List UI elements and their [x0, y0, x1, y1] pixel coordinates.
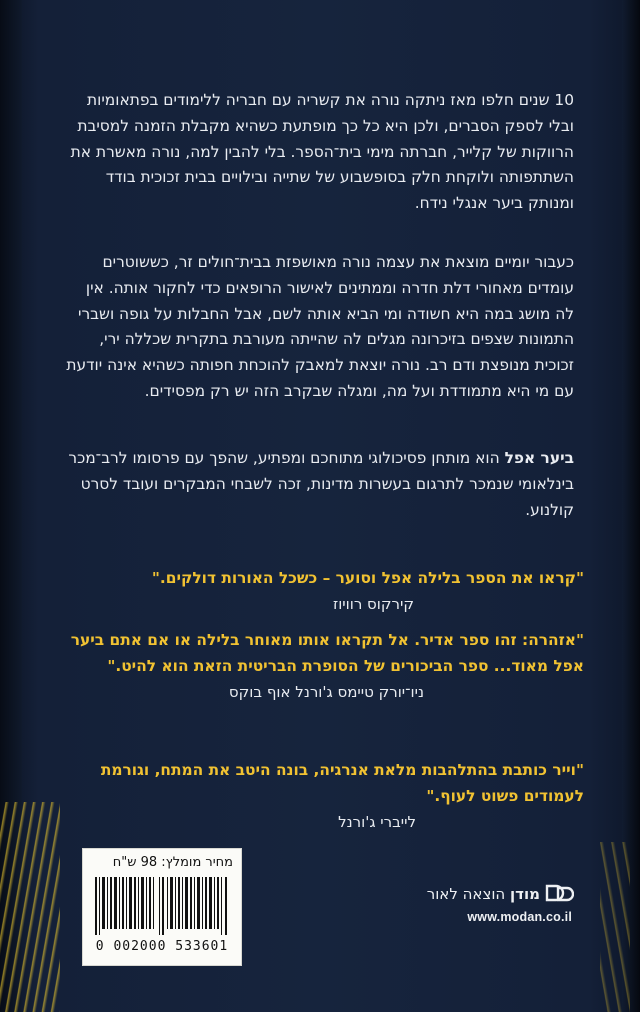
publisher-name [427, 882, 540, 906]
blurb-paragraph-2: כעבור יומיים מוצאת את עצמה נורה מאושפזת בבית־חולים זר, כששוטרים עומדים מאחורי דלת חדרה וממתינים לאישור הרופאים כדי לחקור אותה. אין לה מושג במה היא חשודה ומי הביא אותה לשם, אבל החבלות על גופה ושברי התמונות שצפים בזיכרונה מגלים לה שהייתה מעורבת בתקרית שכללה ירי, זכוכית מנופצת ודם רב. נורה יוצאת למאבק להוכחת חפותה כשהיא אינה יודעת עם מי היא מתמודדת ועל מה, ומגלה שבקרב הזה יש רק מפסידים. [66, 253, 574, 400]
publisher-url: www.modan.co.il [467, 910, 572, 924]
barcode-icon [93, 877, 231, 935]
review-quote-1 [66, 566, 584, 616]
publisher-name-rest: הוצאה לאור [426, 885, 511, 903]
price-label: מחיר מומלץ: 98 ש"ח [112, 855, 233, 870]
review-quote-3 [66, 758, 584, 834]
barcode-number: 0 002000 533601 [95, 939, 229, 954]
review-quote-text: "וייר כותבת בהתלהבות מלאת אנרגיה, בונה היטב את המתח, וגורמת לעמודים פשוט לעוף." [100, 761, 584, 805]
review-quote-source: ניו־יורק טיימס ג'ורנל אוף בוקס [228, 682, 424, 701]
review-quote-text: "קראו את הספר בלילה אפל וסוער – כשכל האורות דולקים." [151, 569, 584, 587]
review-quote-source: לייברי ג'ורנל [338, 812, 416, 831]
review-quote-text: "אזהרה: זהו ספר אדיר. אל תקראו אותו מאוחר בלילה או אם אתם ביער אפל מאוד... ספר הביכורים של הסופרת הבריטית הזאת הוא להיט." [70, 631, 584, 675]
review-quote-2 [66, 628, 584, 704]
blurb-paragraph-1: 10 שנים חלפו מאז ניתקה נורה את קשריה עם חבריה ללימודים בפתאומיות ובלי לספק הסברים, ולכן היא כל כך מופתעת כשהיא מקבלת הזמנה למסיבת הרווקות של קלייר, חברתה מימי בית־הספר. בלי להבין למה, נורה מאשרת את השתתפותה ולוקחת חלק בסופשבוע של שתייה ובילויים בבית זכוכית בודד ומנותק ביער אנגלי נידח. [70, 91, 574, 213]
modan-logo-icon [544, 882, 574, 906]
blurb-paragraph-3 [66, 446, 574, 523]
book-title-inline: ביער אפל [504, 449, 574, 467]
review-quote-source: קירקוס רוויוז [333, 594, 414, 613]
publisher-name-bold: מודן [510, 885, 540, 903]
yellow-paint-splash [0, 802, 60, 1012]
barcode-sticker [82, 848, 242, 966]
blurb-paragraph-3-text: הוא מותחן פסיכולוגי מתוחכם ומפתיע, שהפך עם פרסומו לרב־מכר בינלאומי שנמכר לתרגום בעשרות מדינות, זכה לשבחי המבקרים ועובד לסרט קולנוע. [68, 449, 574, 519]
yellow-paint-splash-right [600, 842, 630, 1012]
publisher-block [404, 882, 574, 938]
